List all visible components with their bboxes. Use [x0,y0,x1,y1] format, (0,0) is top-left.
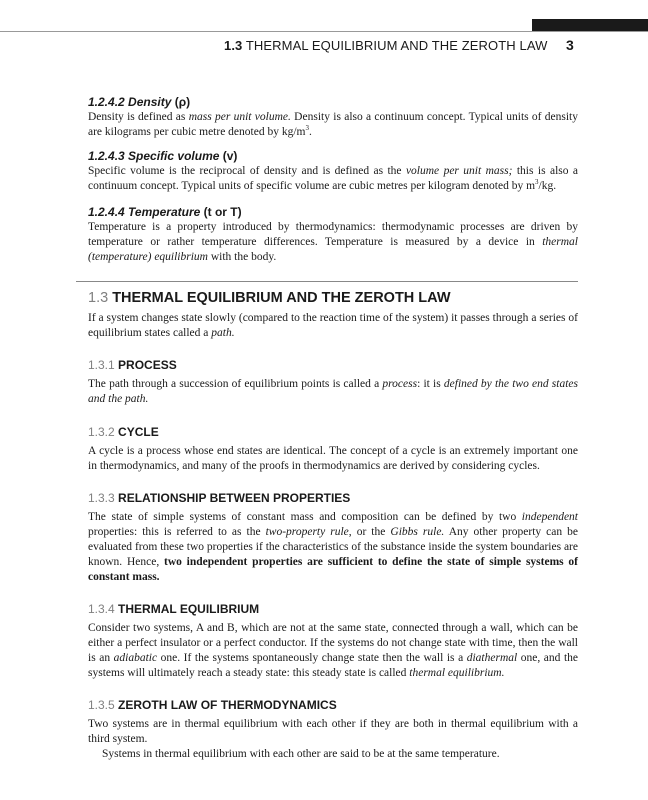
running-head [224,38,548,53]
section-1-3 [88,289,578,341]
paragraph: The state of simple systems of constant mass and composition can be defined by two independent properties: this is referred to as the two-property rule, or the Gibbs rule. Any other property can be evaluated from these two properties if the characteristics of the substance inside the system boundaries are known. Hence, two independent properties are sufficient to define the state of simple systems of constant mass. [88,511,579,583]
subsection-heading: 1.2.4.3 Specific volume (v) [88,149,238,163]
subsection-heading: 1.3.4 THERMAL EQUILIBRIUM [88,602,260,616]
subsection-heading: 1.3.3 RELATIONSHIP BETWEEN PROPERTIES [88,491,351,505]
paragraph: Temperature is a property introduced by thermodynamics: thermodynamic processes are driven by temperature or rather temperature differences. Temperature is measured by a device in thermal (temperature) equilibrium with the body. [88,221,578,263]
section-divider [76,281,578,282]
running-head-title: THERMAL EQUILIBRIUM AND THE ZEROTH LAW [245,38,548,53]
paragraph: A cycle is a process whose end states are identical. The concept of a cycle is an extremely important one in thermodynamics, and many of the proofs in thermodynamics are derived by considering cycles. [88,445,578,472]
header-rule [0,31,648,32]
section-1-2-4-3 [88,149,578,194]
page-number: 3 [566,37,574,53]
subsection-heading: 1.3.2 CYCLE [88,425,159,439]
subsection-heading: 1.2.4.2 Density (ρ) [88,95,191,109]
paragraph: Systems in thermal equilibrium with each other are said to be at the same temperature. [102,748,500,760]
subsection-heading: 1.3.1 PROCESS [88,358,177,372]
section-1-3-5 [88,698,578,762]
section-1-3-4 [88,602,578,681]
subsection-heading: 1.3.5 ZEROTH LAW OF THERMODYNAMICS [88,698,337,712]
section-1-3-1 [88,358,578,407]
section-1-2-4-4 [88,205,578,265]
paragraph: Two systems are in thermal equilibrium with each other if they are both in thermal equilibrium with a third system. [88,718,578,745]
paragraph: Density is defined as mass per unit volume. Density is also a continuum concept. Typical units of density are kilograms per cubic metre denoted by $kg/m^3$. [88,111,578,138]
paragraph: The path through a succession of equilibrium points is called a process: it is defined by the two end states and the path. [88,378,578,405]
running-head-section: 1.3 [224,38,243,53]
section-1-3-2 [88,425,578,474]
paragraph: Specific volume is the reciprocal of density and is defined as the volume per unit mass; this is also a continuum concept. Typical units of specific volume are cubic metres per kilogram denoted by $m^3/kg$. [88,165,579,192]
section-1-3-3 [88,491,578,585]
paragraph: Consider two systems, A and B, which are not at the same state, connected through a wall, which can be either a perfect insulator or a perfect conductor. If the systems do not change state with time, then the wall is an adiabatic one. If the systems spontaneously change state then the wall is a diathermal one, and the systems will ultimately reach a steady state: this steady state is called thermal equilibrium. [88,622,579,679]
section-1-2-4-2 [88,95,578,140]
header-bar [532,19,648,31]
section-heading: 1.3 THERMAL EQUILIBRIUM AND THE ZEROTH LAW [88,290,451,306]
subsection-heading: 1.2.4.4 Temperature (t or T) [88,205,242,219]
paragraph: If a system changes state slowly (compared to the reaction time of the system) it passes through a series of equilibrium states called a path. [88,312,578,339]
